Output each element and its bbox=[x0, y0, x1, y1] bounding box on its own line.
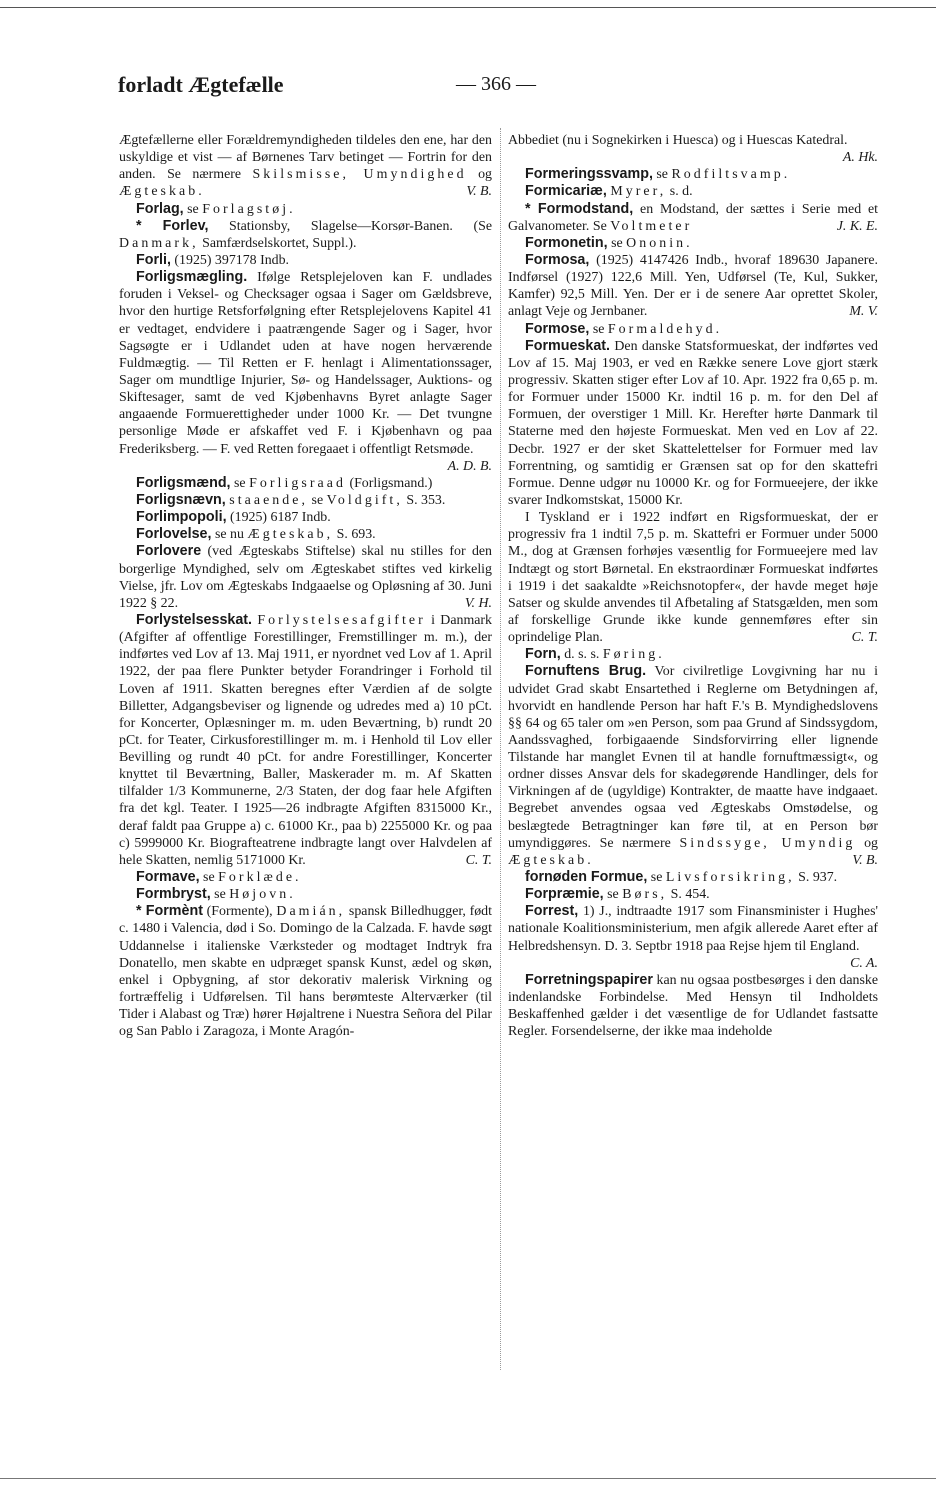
dictionary-entry bbox=[119, 903, 492, 1040]
entry-text: Ifølge Retsplejeloven kan F. undlades foruden i Veksel- og Checksager ogsaa i Sager om Gældsbreve, hvor den hurtige Retsforfølgning efter Retsplejelovens Kapitel 41 er vedtaget, endvidere i paatrængende Sager og i Sager, hvor Sagsøgte er i Udlandet uden at have nogen herværende Fuldmægtig. — Til Retten er F. henlagt i Alimentationssager, Sager om mundtlige Injurier, Sø- og Handelssager, Auktions- og Skiftesager, samt de ved Kjøbenhavns Byret anlagte Sager angaaende Formuerettigheder under 1000 Kr. — Det tvungne personlige Møde er afskaffet ved F. i Kjøbenhavn og paa Frederiksberg. — F. ved Retten foregaaet i offentligt Retsmøde. bbox=[119, 270, 492, 457]
cross-reference: Forklæde. bbox=[218, 870, 302, 886]
entry-headword: Forligsmænd, bbox=[136, 474, 231, 491]
running-head bbox=[118, 72, 878, 102]
dictionary-entry bbox=[508, 183, 878, 200]
cross-reference: Højovn. bbox=[229, 887, 296, 903]
entry-text: I Tyskland er i 1922 indført en Rigsformueskat, der er progressiv fra 1 indtil 7,5 p. m. Skattefri er Formuer under 5000 M., dog at Grænsen forhøjes væsentlig for Formueejere med lav Indtægt og stort Børnetal. En ekstraordinær Formueskat indførtes i 1919 i det saakaldte »Reichsnotopfer«, der havde meget høje Satser og skulde anvendes til Afbetaling af Statsgælden, men som af forskellige Grunde ikke kunde gennemføres efter sin oprindelige Plan. bbox=[508, 510, 878, 646]
entry-headword: Forli, bbox=[136, 251, 171, 268]
entry-text: se bbox=[647, 870, 666, 886]
entry-text: (Formente), bbox=[202, 904, 277, 920]
entry-text: S. 353. bbox=[402, 492, 446, 508]
entry-headword: Forlystelsesskat. bbox=[136, 611, 253, 628]
left-column bbox=[119, 132, 492, 1040]
cross-reference: Ægteskab, bbox=[247, 527, 334, 543]
dictionary-entry bbox=[508, 663, 878, 869]
dictionary-entry bbox=[119, 269, 492, 475]
dictionary-entry bbox=[508, 509, 878, 646]
page-number: — 366 — bbox=[456, 73, 536, 95]
entry-text: s. d. bbox=[666, 184, 693, 200]
entry-text: d. s. s. bbox=[560, 647, 603, 663]
entry-headword: Formeringssvamp, bbox=[525, 166, 653, 183]
entry-text: S. 937. bbox=[794, 870, 838, 886]
author-signature: C. T. bbox=[465, 852, 492, 868]
entry-headword: Forn, bbox=[525, 646, 561, 663]
cross-reference: Voltmeter bbox=[610, 218, 693, 234]
column-divider bbox=[500, 128, 501, 1370]
entry-text: Samfærdselskortet, Suppl.). bbox=[198, 235, 357, 251]
cross-reference: Forlystelsesafgifter bbox=[257, 612, 426, 628]
entry-text: Vor civilretlige Lovgivning har nu i udvidet Grad skabt Ensartethed i Reglerne om Betydningen af, hvorvidt en handlende Person har haft F.'s B. Myndighedslovens §§ 64 og 65 taler om »en Person, som paa Grund af Sindssygdom, Aandssvaghed, forbigaaende Sindsforvirring eller lignende Tilstande har manglet Evnen til at handle fornuftmæssigt«, og ordner disses Ansvar dels for skadegørende Handlinger, dels for Virkningen af de (ugyldige) Kontrakter, de maatte have indgaaet. Begrebet anvendes ogsaa ved Ægteskabs Omstødelse, og beslægtede Betragtninger kan føre til, at en Person bør umyndiggøres. Se nærmere bbox=[508, 664, 878, 851]
entry-headword: Forretningspapirer bbox=[525, 971, 653, 988]
top-edge-rule bbox=[0, 7, 936, 8]
cross-reference: Livsforsikring, bbox=[665, 870, 795, 886]
entry-text: (ved Ægteskabs Stiftelse) skal nu stilles for den borgerlige Myndighed, selv om Ægteskabet stiftes ved kirkelig Vielse, jfr. Lov om Ægteskabs Indgaaelse og Opløsning af 30. Juni 1922 § 22. bbox=[119, 544, 492, 611]
author-signature: V. B. bbox=[852, 852, 878, 868]
bottom-edge-rule bbox=[0, 1478, 936, 1479]
author-signature: A. D. B. bbox=[447, 458, 492, 474]
entry-text: og bbox=[855, 835, 878, 851]
dictionary-entry bbox=[119, 218, 492, 252]
entry-text: kan nu ogsaa postbesørges i den danske indenlandske Forbindelse. Med Hensyn til Indholdets Beskaffenhed gælder i det væsentlige de for Udlandet fastsatte Regler. Forsendelserne, der ikke maa indeholde bbox=[508, 972, 878, 1040]
cross-reference: Formaldehyd. bbox=[607, 321, 723, 337]
dictionary-entry bbox=[119, 886, 492, 903]
entry-text: se bbox=[652, 167, 672, 183]
entry-headword: Formueskat. bbox=[525, 337, 611, 354]
dictionary-entry bbox=[508, 869, 878, 886]
entry-text: se bbox=[603, 887, 623, 903]
entry-text: se bbox=[210, 887, 230, 903]
author-signature: V. H. bbox=[464, 595, 492, 611]
entry-text: i Danmark (Afgifter af offentlige Forestillinger, Fremstillinger m. m.), der indførtes ved Lov af 13. Maj 1911, er nyordnet ved Lov af 1. April 1922, der paa flere Punkter betyder Forandringer i Forhold til Loven af 1911. Skatten beregnes efter Værdien af de solgte Billetter, Adgangsbeviser og lignende og udredes med a) 10 pCt. for Koncerter, Oplæsninger m. m. uden Beværtning, b) rundt 20 pCt. for Teater, Cirkusforestillinger m. m. i Henhold til Lov eller Bevilling og rundt 40 pCt. for andre Forestillinger, Koncerter knyttet til Beværtning, Baller, Maskerader m. m. Af Skatten tilfalder 1/3 Kommunerne, 2/3 Staten, der dog faar hele Afgiften fra det kgl. Teater. I 1925—26 indbragte Afgiften 8315000 Kr., deraf faldt paa Gruppe a) c. 61000 Kr., paa b) 2255000 Kr. og paa c) 5999000 Kr. Biografteatrene indbragte langt over Halvdelen af hele Skatten, nemlig 5171000 Kr. bbox=[119, 612, 492, 868]
dictionary-entry bbox=[508, 132, 878, 166]
cross-reference: Damián, bbox=[276, 904, 346, 920]
entry-headword: Formbryst, bbox=[136, 886, 211, 903]
entry-text: (1925) 4147426 Indb., hvoraf 189630 Japanere. Indførsel (1927) 122,6 Mill. Yen, Udførsel (Te, Kul, Sukker, Kamfer) 92,5 Mill. Yen. Der er i de senere Aar oprettet Skoler, anlagt Veje og Jernbaner. bbox=[508, 252, 878, 320]
cross-reference: staaende, bbox=[229, 492, 309, 508]
head-word: forladt Ægtefælle bbox=[118, 72, 284, 97]
dictionary-entry bbox=[119, 869, 492, 886]
cross-reference: Danmark, bbox=[119, 235, 199, 251]
right-column bbox=[508, 132, 878, 1040]
cross-reference: Forlagstøj. bbox=[202, 201, 296, 217]
entry-headword: * Formodstand, bbox=[525, 200, 634, 217]
entry-headword: Forlimpopoli, bbox=[136, 509, 227, 526]
entry-headword: Forpræmie, bbox=[525, 886, 604, 903]
dictionary-entry bbox=[508, 166, 878, 183]
entry-text: Ægtefællerne eller Forældremyndigheden tildeles den ene, har den uskyldige et vist — af Børnenes Tarv betinget — Fortrin for den anden. Se nærmere bbox=[119, 133, 492, 183]
entry-text: (1925) 397178 Indb. bbox=[170, 252, 290, 268]
cross-reference: Skilsmisse, Umyndighed bbox=[252, 167, 467, 183]
dictionary-entry bbox=[119, 252, 492, 269]
cross-reference: Føring. bbox=[602, 647, 665, 663]
cross-reference: Forligsraad bbox=[249, 475, 346, 491]
entry-headword: Forlovere bbox=[136, 543, 202, 560]
dictionary-entry bbox=[508, 321, 878, 338]
dictionary-entry bbox=[119, 509, 492, 526]
entry-text: S. 693. bbox=[333, 527, 376, 543]
dictionary-entry bbox=[119, 475, 492, 492]
cross-reference: Ononin. bbox=[626, 235, 693, 251]
entry-headword: Formose, bbox=[525, 320, 590, 337]
entry-headword: Forligsnævn, bbox=[136, 491, 226, 508]
dictionary-entry bbox=[508, 201, 878, 235]
dictionary-entry bbox=[119, 132, 492, 201]
entry-headword: Forrest, bbox=[525, 903, 579, 920]
cross-reference: Voldgift, bbox=[326, 492, 403, 508]
entry-headword: Forlag, bbox=[136, 200, 184, 217]
entry-text: se bbox=[589, 321, 608, 337]
entry-headword: Formave, bbox=[136, 869, 200, 886]
author-signature: V. B. bbox=[466, 184, 492, 200]
dictionary-entry bbox=[508, 646, 878, 663]
dictionary-entry bbox=[119, 526, 492, 543]
entry-headword: * Formènt bbox=[136, 903, 203, 920]
entry-text: Stationsby, Slagelse—Korsør-Banen. (Se bbox=[208, 218, 492, 234]
entry-text: se bbox=[183, 201, 203, 217]
cross-reference: Myrer, bbox=[610, 184, 667, 200]
dictionary-entry bbox=[508, 886, 878, 903]
entry-text: en Modstand, der sættes i Serie med et Galvanometer. Se bbox=[508, 201, 878, 234]
entry-headword: Formosa, bbox=[525, 251, 590, 268]
dictionary-entry bbox=[119, 492, 492, 509]
entry-text: (1925) 6187 Indb. bbox=[226, 510, 331, 526]
dictionary-entry bbox=[119, 201, 492, 218]
entry-text: se bbox=[199, 870, 219, 886]
entry-headword: Formicariæ, bbox=[525, 183, 607, 200]
entry-text: S. 454. bbox=[667, 887, 710, 903]
cross-reference: Børs, bbox=[622, 887, 668, 903]
cross-reference: Ægteskab. bbox=[508, 852, 594, 868]
author-signature: C. T. bbox=[851, 630, 878, 646]
entry-text: (Forligsmand.) bbox=[345, 475, 433, 491]
author-signature: J. K. E. bbox=[836, 218, 878, 234]
dictionary-entry bbox=[119, 543, 492, 612]
entry-headword: * Forlev, bbox=[136, 217, 209, 234]
entry-text: spansk Billedhugger, født c. 1480 i Valencia, død i So. Domingo de la Calzada. F. havde søgt Uddannelse i italienske Værksteder og modtaget Indtryk fra Donatello, men skabte en udpræget spansk Kunst, ædel og skøn, enkel i Opbygning, af stor dekorativ malerisk Virkning og fortræffelig i Udførelsen. Til hans berømteste Alterværker (til Tider i Alabast og Træ) hører Højaltrene i Nuestra Señora del Pilar og San Pablo i Zaragoza, i Monte Aragón- bbox=[119, 904, 492, 1040]
dictionary-entry bbox=[508, 903, 878, 972]
entry-headword: Formonetin, bbox=[525, 234, 608, 251]
entry-headword: fornøden Formue, bbox=[525, 869, 648, 886]
dictionary-entry bbox=[508, 338, 878, 509]
entry-headword: Forligsmægling. bbox=[136, 269, 248, 286]
cross-reference: Rodfiltsvamp. bbox=[671, 167, 791, 183]
author-signature: C. A. bbox=[850, 955, 878, 971]
cross-reference: Ægteskab. bbox=[119, 184, 205, 200]
entry-headword: Forlovelse, bbox=[136, 526, 212, 543]
entry-headword: Fornuftens Brug. bbox=[525, 663, 647, 680]
entry-text: Abbediet (nu i Sognekirken i Huesca) og i Huescas Katedral. bbox=[508, 133, 848, 148]
dictionary-entry bbox=[508, 252, 878, 321]
entry-text: se nu bbox=[211, 527, 248, 543]
dictionary-entry bbox=[508, 235, 878, 252]
entry-text: Den danske Statsformueskat, der indførtes ved Lov af 15. Maj 1903, er ved en Række senere Love gjort stærk progressiv. Skatten stiger efter Lov af 10. Apr. 1922 fra 0,65 p. m. for Formuer under 15000 Kr. indtil 16 p. m. for den Del af Formuen, der overstiger 1 Mill. Kr. Herefter hørte Danmark til Staterne med den højeste Formueskat. Men ved en Lov af 22. Decbr. 1927 er der sket Skattelettelser for Formuer med lav Forrentning, og samtidig er Grænsen sat op for den skattefri Formue. Denne udgør nu 10000 Kr. og for Formueejere, der ikke svarer Indkomstskat, 15000 Kr. bbox=[508, 338, 878, 508]
entry-text: og bbox=[466, 167, 492, 183]
cross-reference: Sindssyge, Umyndig bbox=[679, 835, 856, 851]
dictionary-entry bbox=[508, 972, 878, 1041]
entry-text: 1) J., indtraadte 1917 som Finansminister i Hughes' nationale Koalitionsministerium, men afgik allerede Aaret efter af Helbredshensyn. D. 3. Septbr 1918 paa Rejse hjem til England. bbox=[508, 904, 878, 954]
dictionary-entry bbox=[119, 612, 492, 869]
author-signature: A. Hk. bbox=[842, 150, 878, 166]
entry-text: se bbox=[308, 492, 327, 508]
entry-text: se bbox=[607, 235, 627, 251]
entry-text: se bbox=[230, 475, 250, 491]
author-signature: M. V. bbox=[849, 304, 878, 320]
